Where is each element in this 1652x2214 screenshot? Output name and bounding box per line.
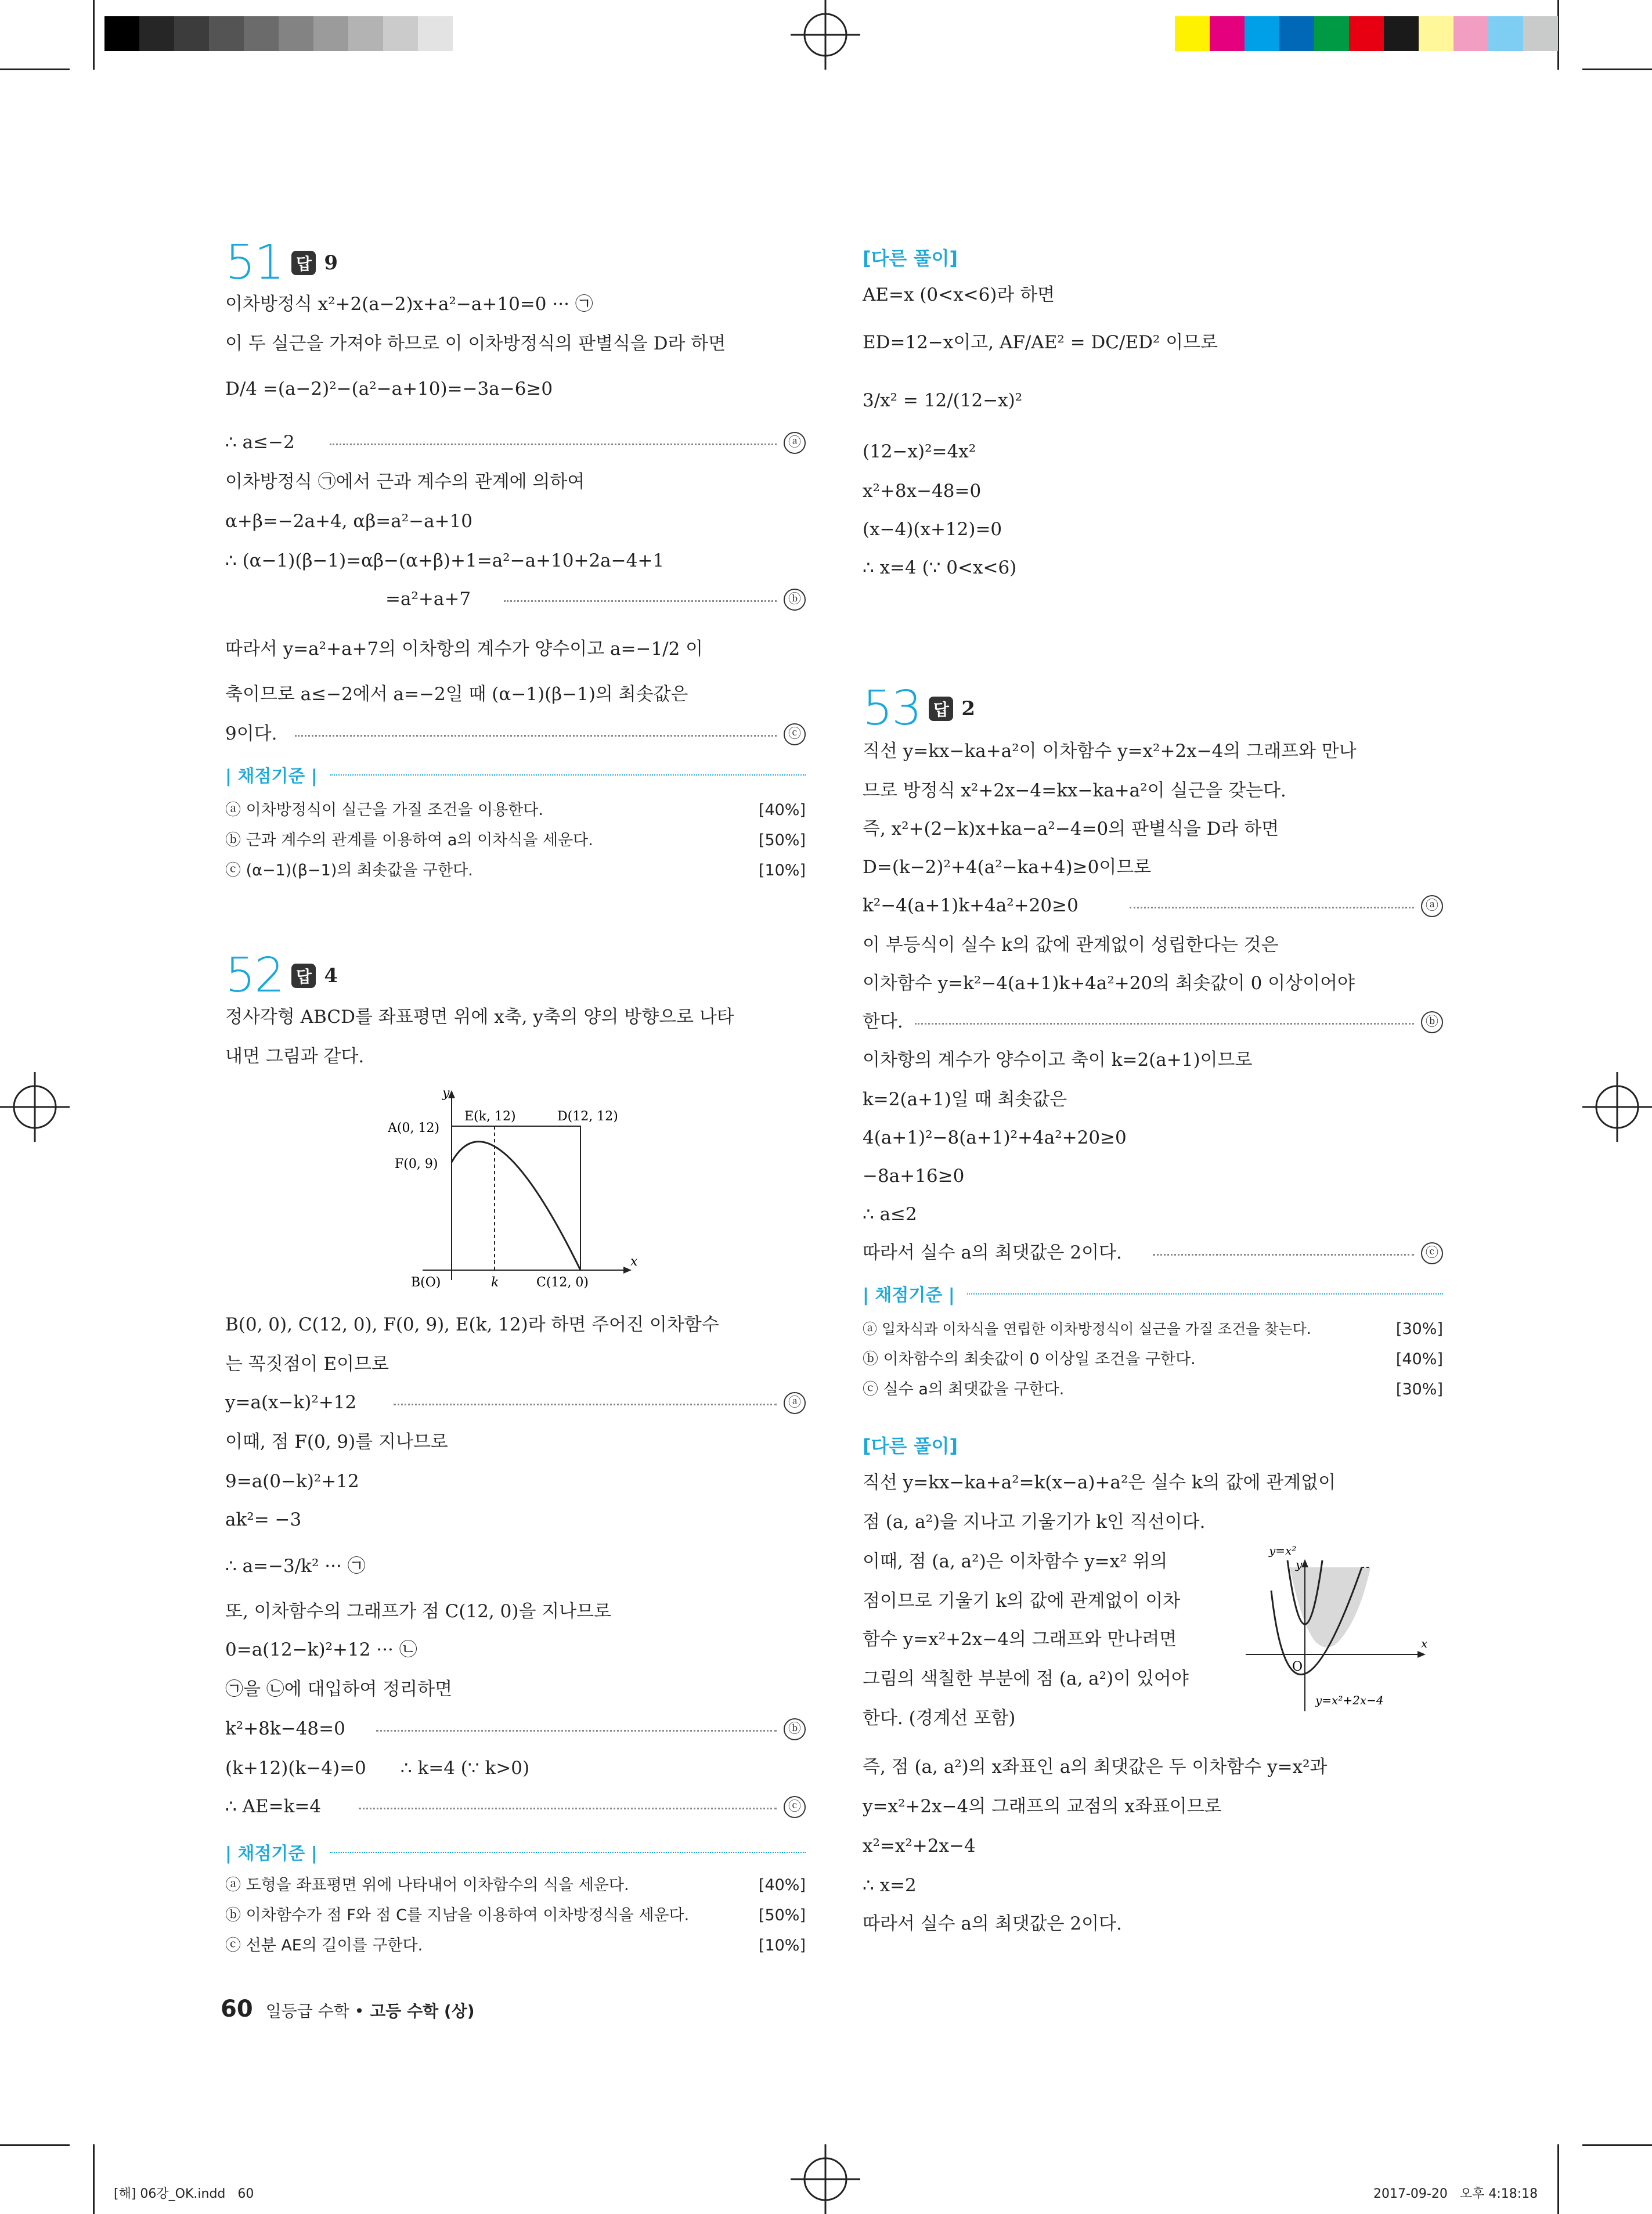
solution-line: D/4 =(a−2)²−(a²−a+10)=−3a−6≥0 bbox=[225, 378, 553, 399]
solution-line: 이차함수 y=k²−4(a+1)k+4a²+20의 최솟값이 0 이상이어야 bbox=[863, 973, 1355, 994]
solution-line bbox=[225, 1716, 806, 1741]
solution-line: 이때, 점 (a, a²)은 이차함수 y=x² 위의 bbox=[863, 1551, 1168, 1572]
solution-line: (12−x)²=4x² bbox=[863, 441, 976, 462]
dotted-leader bbox=[1153, 1254, 1414, 1256]
x-axis-label: x bbox=[630, 1254, 638, 1269]
solution-text: ∴ a≤−2 bbox=[225, 432, 295, 453]
step-mark: ⓑ bbox=[784, 589, 806, 611]
dotted-leader bbox=[376, 1730, 777, 1732]
solution-line: 9=a(0−k)²+12 bbox=[225, 1471, 359, 1492]
crop-mark bbox=[1582, 68, 1652, 70]
file-slug: [해] 06강_OK.indd 60 bbox=[114, 2187, 254, 2201]
point-e-label: E(k, 12) bbox=[464, 1109, 516, 1124]
solution-line: 정사각형 ABCD를 좌표평면 위에 x축, y축의 양의 방향으로 나타 bbox=[225, 1007, 734, 1027]
step-mark: ⓑ bbox=[784, 1718, 806, 1740]
solution-line: ∴ a=−3/k² ··· ㉠ bbox=[225, 1556, 366, 1577]
solution-line: ∴ a≤2 bbox=[863, 1204, 917, 1225]
problem-53-header bbox=[863, 681, 976, 736]
solution-line bbox=[863, 893, 1443, 918]
solution-line: 직선 y=kx−ka+a²=k(x−a)+a²은 실수 k의 값에 관계없이 bbox=[863, 1472, 1336, 1493]
solution-line: 한다. (경계선 포함) bbox=[863, 1708, 1016, 1729]
color-swatch bbox=[1245, 16, 1279, 51]
answer-value: 4 bbox=[324, 964, 338, 987]
criteria-row bbox=[863, 1318, 1443, 1341]
gray-swatch bbox=[348, 16, 383, 51]
gray-swatch bbox=[383, 16, 418, 51]
criteria-divider bbox=[330, 774, 806, 776]
gray-swatch bbox=[174, 16, 209, 51]
criteria-title: | 채점기준 | bbox=[225, 766, 318, 787]
solution-text: 따라서 실수 a의 최댓값은 2이다. bbox=[863, 1242, 1122, 1263]
crop-mark bbox=[0, 2144, 70, 2146]
solution-line: 이차방정식 ㉠에서 근과 계수의 관계에 의하여 bbox=[225, 471, 585, 492]
solution-line bbox=[863, 1009, 1443, 1034]
criteria-text: ⓑ 근과 계수의 관계를 이용하여 a의 이차식을 세운다. bbox=[225, 831, 593, 849]
crop-mark bbox=[93, 0, 95, 70]
color-swatch bbox=[1523, 16, 1558, 51]
gray-swatch bbox=[104, 16, 139, 51]
criteria-text: ⓐ 도형을 좌표평면 위에 나타내어 이차함수의 식을 세운다. bbox=[225, 1876, 629, 1894]
criteria-percent: [30%] bbox=[1395, 1320, 1443, 1338]
gray-swatch bbox=[279, 16, 313, 51]
alt-solution-title: [다른 풀이] bbox=[863, 247, 958, 269]
criteria-row bbox=[225, 799, 806, 822]
solution-text: 한다. bbox=[863, 1011, 903, 1032]
solution-line bbox=[225, 586, 806, 612]
step-mark: ⓒ bbox=[1421, 1242, 1443, 1264]
dotted-leader bbox=[359, 1808, 777, 1809]
point-f-label: F(0, 9) bbox=[395, 1157, 438, 1171]
solution-line: 므로 방정식 x²+2x−4=kx−ka+a²이 실근을 갖는다. bbox=[863, 780, 1286, 801]
dotted-leader bbox=[504, 600, 777, 602]
solution-line: 축이므로 a≤−2에서 a=−2일 때 (α−1)(β−1)의 최솟값은 bbox=[225, 684, 688, 705]
criteria-title: | 채점기준 | bbox=[863, 1285, 955, 1306]
criteria-row bbox=[225, 1874, 806, 1897]
gray-swatch bbox=[209, 16, 244, 51]
color-swatch bbox=[1314, 16, 1349, 51]
solution-line: 점이므로 기울기 k의 값에 관계없이 이차 bbox=[863, 1591, 1181, 1611]
criteria-header bbox=[225, 1839, 806, 1865]
solution-line: D=(k−2)²+4(a²−ka+4)≥0이므로 bbox=[863, 857, 1152, 878]
solution-text: ∴ AE=k=4 bbox=[225, 1796, 322, 1817]
solution-line: x²+8x−48=0 bbox=[863, 481, 982, 502]
upper-curve-label: y=x² bbox=[1269, 1544, 1297, 1557]
solution-line: (k+12)(k−4)=0 ∴ k=4 (∵ k>0) bbox=[225, 1758, 530, 1779]
criteria-divider bbox=[330, 1852, 806, 1853]
criteria-row bbox=[225, 1904, 806, 1927]
solution-line bbox=[225, 1794, 806, 1819]
solution-text: 9이다. bbox=[225, 723, 277, 744]
solution-line: 따라서 실수 a의 최댓값은 2이다. bbox=[863, 1913, 1122, 1934]
solution-text: k²+8k−48=0 bbox=[225, 1718, 345, 1739]
solution-line: ∴ x=4 (∵ 0<x<6) bbox=[863, 557, 1017, 578]
solution-line: ED=12−x이고, AF/AE² = DC/ED² 이므로 bbox=[863, 332, 1218, 353]
solution-line: x²=x²+2x−4 bbox=[863, 1836, 976, 1856]
registration-mark-icon bbox=[791, 0, 860, 70]
criteria-text: ⓑ 이차함수의 최솟값이 0 이상일 조건을 구한다. bbox=[863, 1350, 1196, 1368]
solution-line bbox=[225, 721, 806, 747]
criteria-percent: [40%] bbox=[1395, 1350, 1443, 1368]
solution-line bbox=[863, 1240, 1443, 1265]
crop-mark bbox=[0, 68, 70, 70]
step-mark: ⓐ bbox=[784, 1392, 806, 1414]
point-a-label: A(0, 12) bbox=[388, 1121, 440, 1135]
step-mark: ⓒ bbox=[784, 723, 806, 745]
problem-number: 53 bbox=[863, 681, 921, 736]
lower-curve-label: y=x²+2x−4 bbox=[1315, 1693, 1384, 1707]
criteria-text: ⓒ 실수 a의 최댓값을 구한다. bbox=[863, 1380, 1065, 1398]
gray-swatch bbox=[453, 16, 488, 51]
answer-value: 2 bbox=[961, 697, 976, 720]
dotted-leader bbox=[394, 1404, 777, 1405]
solution-line: 3/x² = 12/(12−x)² bbox=[863, 390, 1023, 411]
solution-line: ㉠을 ㉡에 대입하여 정리하면 bbox=[225, 1679, 453, 1700]
solution-line: α+β=−2a+4, αβ=a²−a+10 bbox=[225, 511, 473, 532]
registration-mark-icon bbox=[791, 2144, 860, 2214]
square-parabola-figure bbox=[388, 1086, 643, 1294]
criteria-row bbox=[225, 1934, 806, 1957]
left-column bbox=[225, 232, 806, 2032]
criteria-percent: [10%] bbox=[758, 1937, 806, 1955]
solution-line: 함수 y=x²+2x−4의 그래프와 만나려면 bbox=[863, 1629, 1177, 1650]
step-mark: ⓐ bbox=[1421, 895, 1443, 917]
problem-52-header bbox=[225, 948, 338, 1003]
solution-line bbox=[225, 1390, 806, 1415]
right-column bbox=[863, 232, 1443, 2032]
solution-line bbox=[225, 430, 806, 455]
solution-line: 0=a(12−k)²+12 ··· ㉡ bbox=[225, 1639, 417, 1660]
solution-line: 또, 이차함수의 그래프가 점 C(12, 0)을 지나므로 bbox=[225, 1601, 612, 1622]
y-axis-label: y bbox=[1296, 1557, 1303, 1571]
answer-badge: 답 bbox=[291, 964, 316, 988]
solution-line: 이 두 실근을 가져야 하므로 이 이차방정식의 판별식을 D라 하면 bbox=[225, 333, 726, 354]
criteria-percent: [50%] bbox=[758, 831, 806, 849]
x-axis-label: x bbox=[1421, 1636, 1428, 1650]
solution-line: 따라서 y=a²+a+7의 이차항의 계수가 양수이고 a=−1/2 이 bbox=[225, 639, 704, 659]
gray-swatch bbox=[418, 16, 453, 51]
criteria-text: ⓒ (α−1)(β−1)의 최솟값을 구한다. bbox=[225, 861, 473, 879]
crop-mark bbox=[1557, 2144, 1559, 2214]
color-swatch bbox=[1419, 16, 1453, 51]
solution-line: y=x²+2x−4의 그래프의 교점의 x좌표이므로 bbox=[863, 1796, 1222, 1817]
problem-51-header bbox=[225, 235, 338, 290]
criteria-text: ⓒ 선분 AE의 길이를 구한다. bbox=[225, 1937, 423, 1955]
solution-line: 는 꼭짓점이 E이므로 bbox=[225, 1354, 389, 1375]
point-b-label: B(O) bbox=[411, 1275, 441, 1290]
k-label: k bbox=[491, 1275, 499, 1290]
criteria-text: ⓐ 이차방정식이 실근을 가질 조건을 이용한다. bbox=[225, 801, 543, 819]
criteria-header bbox=[863, 1281, 1443, 1306]
solution-line: 이차항의 계수가 양수이고 축이 k=2(a+1)이므로 bbox=[863, 1050, 1253, 1070]
solution-line: (x−4)(x+12)=0 bbox=[863, 519, 1002, 540]
y-axis-label: y bbox=[442, 1086, 450, 1101]
gray-swatch bbox=[313, 16, 348, 51]
page-number: 60 bbox=[221, 1996, 253, 2022]
dotted-leader bbox=[330, 443, 777, 445]
criteria-row bbox=[225, 829, 806, 852]
solution-line: −8a+16≥0 bbox=[863, 1166, 965, 1187]
answer-value: 9 bbox=[324, 251, 338, 275]
registration-mark-icon bbox=[0, 1072, 70, 1142]
solution-line: B(0, 0), C(12, 0), F(0, 9), E(k, 12)라 하면 주어진 이차함수 bbox=[225, 1314, 719, 1335]
answer-badge: 답 bbox=[291, 251, 316, 275]
criteria-percent: [40%] bbox=[758, 801, 806, 819]
criteria-percent: [30%] bbox=[1395, 1380, 1443, 1398]
solution-line: 직선 y=kx−ka+a²이 이차함수 y=x²+2x−4의 그래프와 만나 bbox=[863, 741, 1357, 762]
color-swatch bbox=[1349, 16, 1384, 51]
step-mark: ⓒ bbox=[784, 1796, 806, 1818]
gray-swatch bbox=[139, 16, 174, 51]
solution-text: k²−4(a+1)k+4a²+20≥0 bbox=[863, 895, 1079, 916]
solution-line: 이때, 점 F(0, 9)를 지나므로 bbox=[225, 1431, 448, 1452]
page-footer bbox=[221, 1996, 475, 2022]
book-title: 일등급 수학 • bbox=[265, 2002, 365, 2021]
solution-line: ∴ x=2 bbox=[863, 1875, 917, 1896]
color-calibration-bar bbox=[1175, 16, 1558, 51]
dotted-leader bbox=[1130, 907, 1414, 908]
alt-solution-title: [다른 풀이] bbox=[863, 1435, 958, 1457]
gray-swatch bbox=[244, 16, 279, 51]
solution-line: ∴ (α−1)(β−1)=αβ−(α+β)+1=a²−a+10+2a−4+1 bbox=[225, 550, 665, 571]
criteria-title: | 채점기준 | bbox=[225, 1844, 318, 1864]
answer-badge: 답 bbox=[929, 697, 953, 721]
solution-text: y=a(x−k)²+12 bbox=[225, 1392, 357, 1413]
solution-line: 점 (a, a²)을 지나고 기울기가 k인 직선이다. bbox=[863, 1512, 1206, 1533]
criteria-row bbox=[863, 1348, 1443, 1371]
solution-line: 이 부등식이 실수 k의 값에 관계없이 성립한다는 것은 bbox=[863, 935, 1279, 955]
timestamp-slug: 2017-09-20 오후 4:18:18 bbox=[1373, 2187, 1538, 2201]
registration-mark-icon bbox=[1582, 1072, 1652, 1142]
criteria-row bbox=[863, 1378, 1443, 1401]
color-swatch bbox=[1175, 16, 1210, 51]
criteria-text: ⓐ 일차식과 이차식을 연립한 이차방정식이 실근을 가질 조건을 찾는다. bbox=[863, 1321, 1311, 1337]
solution-line: 이차방정식 x²+2(a−2)x+a²−a+10=0 ··· ㉠ bbox=[225, 294, 593, 315]
criteria-row bbox=[225, 859, 806, 882]
two-parabolas-figure bbox=[1246, 1543, 1443, 1717]
solution-line: 그림의 색칠한 부분에 점 (a, a²)이 있어야 bbox=[863, 1668, 1189, 1689]
origin-label: O bbox=[1292, 1660, 1303, 1674]
point-d-label: D(12, 12) bbox=[557, 1109, 618, 1124]
dotted-leader bbox=[295, 735, 777, 737]
criteria-percent: [10%] bbox=[758, 861, 806, 879]
solution-line: ak²= −3 bbox=[225, 1509, 302, 1530]
solution-line: 내면 그림과 같다. bbox=[225, 1046, 365, 1067]
point-c-label: C(12, 0) bbox=[536, 1275, 589, 1290]
criteria-percent: [40%] bbox=[758, 1876, 806, 1894]
color-swatch bbox=[1453, 16, 1488, 51]
solution-line: AE=x (0<x<6)라 하면 bbox=[863, 284, 1055, 305]
solution-line: 4(a+1)²−8(a+1)²+4a²+20≥0 bbox=[863, 1127, 1127, 1148]
step-mark: ⓐ bbox=[784, 432, 806, 454]
solution-line: k=2(a+1)일 때 최솟값은 bbox=[863, 1089, 1067, 1110]
step-mark: ⓑ bbox=[1421, 1011, 1443, 1033]
solution-line: 즉, 점 (a, a²)의 x좌표인 a의 최댓값은 두 이차함수 y=x²과 bbox=[863, 1757, 1328, 1777]
book-subject: 고등 수학 (상) bbox=[370, 2002, 475, 2021]
color-swatch bbox=[1279, 16, 1314, 51]
solution-text: =a²+a+7 bbox=[385, 589, 471, 610]
criteria-text: ⓑ 이차함수가 점 F와 점 C를 지남을 이용하여 이차방정식을 세운다. bbox=[225, 1906, 690, 1924]
criteria-header bbox=[225, 762, 806, 787]
criteria-percent: [50%] bbox=[758, 1906, 806, 1924]
crop-mark bbox=[93, 2144, 95, 2214]
grayscale-calibration-bar bbox=[104, 16, 488, 51]
color-swatch bbox=[1384, 16, 1419, 51]
color-swatch bbox=[1488, 16, 1523, 51]
problem-number: 51 bbox=[225, 235, 284, 290]
problem-number: 52 bbox=[225, 948, 284, 1003]
crop-mark bbox=[1582, 2144, 1652, 2146]
solution-line: 즉, x²+(2−k)x+ka−a²−4=0의 판별식을 D라 하면 bbox=[863, 818, 1279, 839]
color-swatch bbox=[1210, 16, 1245, 51]
dotted-leader bbox=[915, 1023, 1414, 1025]
criteria-divider bbox=[967, 1293, 1443, 1294]
